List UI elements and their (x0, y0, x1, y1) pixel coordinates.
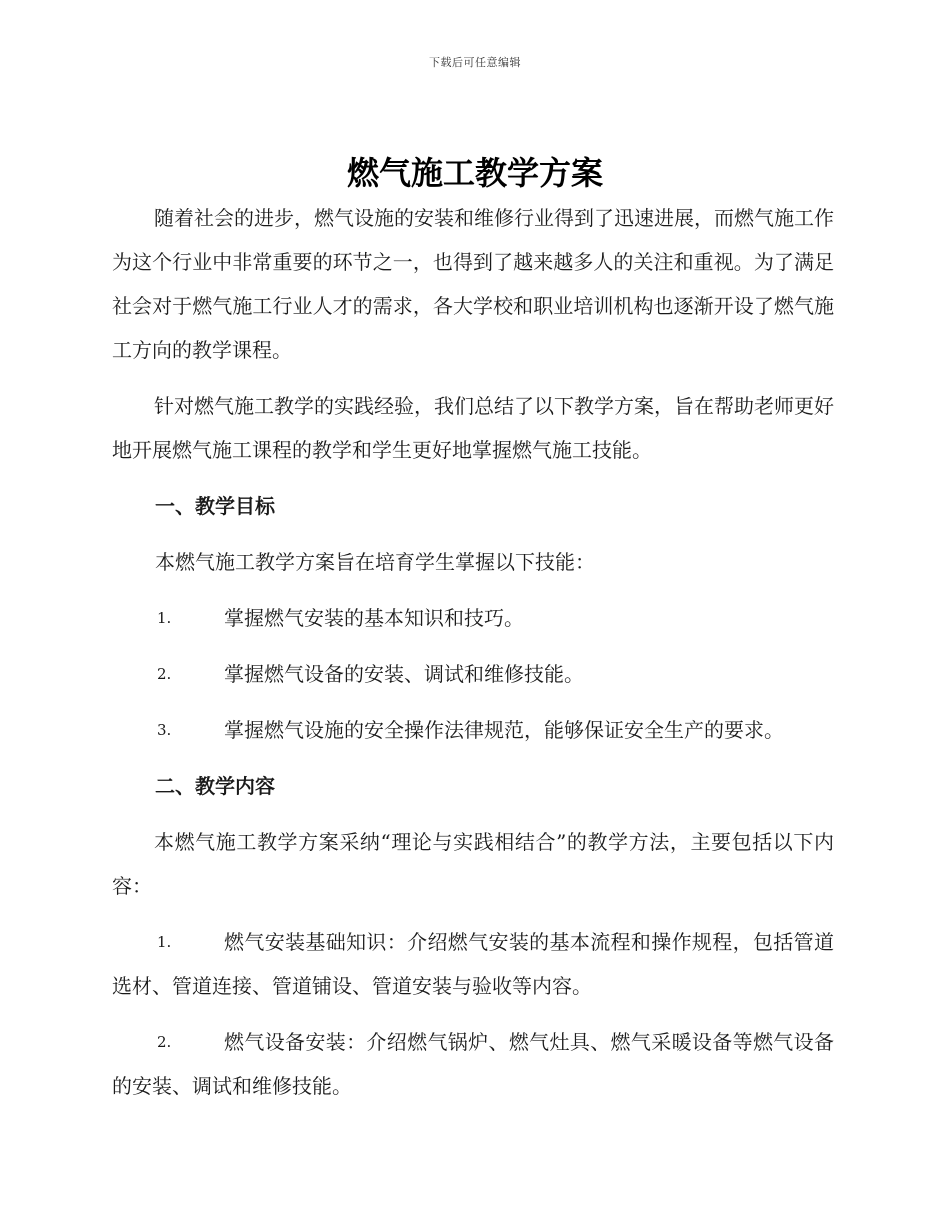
list-text: 掌握燃气安装的基本知识和技巧。 (224, 606, 524, 630)
list-text: 燃气安装基础知识：介绍燃气安装的基本流程和操作规程，包括管道选材、管道连接、管道铺设、管道安装与验收等内容。 (112, 930, 834, 998)
content-item-2 (112, 1020, 834, 1108)
intro-paragraph-1: 随着社会的进步，燃气设施的安装和维修行业得到了迅速进展，而燃气施工作为这个行业中非常重要的环节之一，也得到了越来越多人的关注和重视。为了满足社会对于燃气施工行业人才的需求，各大学校和职业培训机构也逐渐开设了燃气施工方向的教学课程。 (112, 206, 834, 362)
header-note: 下载后可任意编辑 (429, 56, 521, 69)
intro-paragraph-2: 针对燃气施工教学的实践经验，我们总结了以下教学方案，旨在帮助老师更好地开展燃气施工课程的教学和学生更好地掌握燃气施工技能。 (112, 394, 834, 462)
list-number: 3. (157, 721, 172, 739)
list-text: 掌握燃气设备的安装、调试和维修技能。 (224, 662, 584, 686)
goal-item-2 (112, 652, 834, 696)
document-title: 燃气施工教学方案 (346, 154, 603, 192)
list-number: 1. (157, 609, 172, 627)
list-number: 1. (157, 933, 172, 951)
section-2-heading: 二、教学内容 (155, 774, 275, 798)
section-1-heading: 一、教学目标 (155, 494, 275, 518)
goal-item-1 (112, 596, 834, 640)
content-item-1 (112, 920, 834, 1008)
list-text: 掌握燃气设施的安全操作法律规范，能够保证安全生产的要求。 (224, 718, 784, 742)
list-number: 2. (157, 665, 172, 683)
goal-item-3 (112, 708, 834, 752)
list-text: 燃气设备安装：介绍燃气锅炉、燃气灶具、燃气采暖设备等燃气设备的安装、调试和维修技能。 (112, 1030, 834, 1098)
section-2-lead: 本燃气施工教学方案采纳“理论与实践相结合”的教学方法，主要包括以下内容： (112, 830, 834, 898)
section-1-lead: 本燃气施工教学方案旨在培育学生掌握以下技能： (155, 550, 595, 574)
document-body (112, 196, 834, 1120)
list-number: 2. (157, 1033, 172, 1051)
